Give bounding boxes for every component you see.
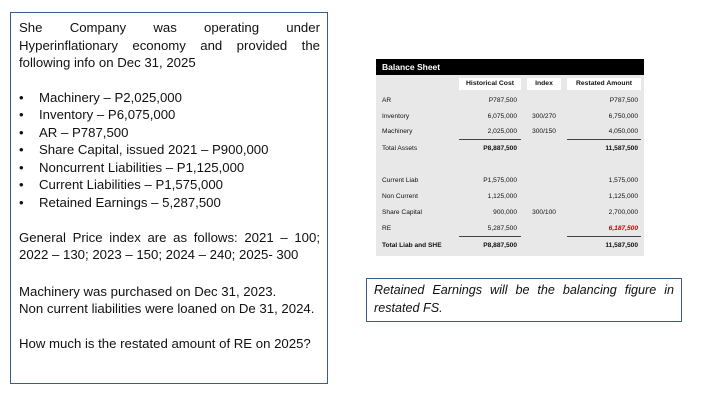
list-item: • Current Liabilities – P1,575,000 (19, 176, 320, 194)
list-item: • Inventory – P6,075,000 (19, 106, 320, 124)
historical-re: 5,287,500 (487, 225, 517, 232)
machinery-purchase-text: Machinery was purchased on Dec 31, 2023. (19, 283, 277, 299)
restated-current-liab: 1,575,000 (608, 177, 638, 184)
restated-machinery: 4,050,000 (608, 128, 638, 135)
subtotal-rule (567, 236, 641, 237)
subtotal-rule (459, 139, 521, 140)
restated-ar: P787,500 (609, 97, 638, 104)
header-index: Index (527, 78, 561, 90)
row-label-re: RE (382, 225, 392, 232)
historical-current-liab: P1,575,000 (483, 177, 517, 184)
row-label-inventory: Inventory (382, 113, 410, 120)
balance-sheet-table (376, 59, 644, 256)
restated-re-highlight: 6,187,500 (608, 225, 638, 232)
noncurrent-loan-text: Non current liabilities were loaned on De 31, 2024. (19, 301, 315, 317)
given-list (19, 89, 320, 212)
problem-intro: She Company was operating under Hyperinflationary economy and provided the following info on Dec 31, 2025 (19, 20, 320, 70)
historical-total-liab-she: P8,887,500 (483, 242, 517, 249)
list-item: • AR – P787,500 (19, 124, 320, 142)
historical-non-current: 1,125,000 (487, 193, 517, 200)
index-share-capital: 300/100 (532, 209, 556, 216)
list-item: • Share Capital, issued 2021 – P900,000 (19, 141, 320, 159)
historical-share-capital: 900,000 (493, 209, 517, 216)
restated-inventory: 6,750,000 (608, 113, 638, 120)
row-label-current-liab: Current Liab (382, 177, 419, 184)
row-label-machinery: Machinery (382, 128, 413, 135)
list-item: • Noncurrent Liabilities – P1,125,000 (19, 159, 320, 177)
row-label-ar: AR (382, 97, 392, 104)
header-restated-amount: Restated Amount (567, 78, 641, 90)
row-label-non-current: Non Current (382, 193, 418, 200)
row-label-total-assets: Total Assets (382, 145, 418, 152)
historical-machinery: 2,025,000 (487, 128, 517, 135)
list-item: • Retained Earnings – 5,287,500 (19, 194, 320, 212)
restated-total-liab-she: 11,587,500 (605, 242, 638, 249)
subtotal-rule (459, 236, 521, 237)
restated-share-capital: 2,700,000 (608, 209, 638, 216)
balance-sheet-title: Balance Sheet (376, 59, 644, 75)
index-machinery: 300/150 (532, 128, 556, 135)
problem-box (10, 12, 328, 384)
header-historical-cost: Historical Cost (459, 78, 521, 90)
balancing-note: Retained Earnings will be the balancing figure in restated FS. (366, 278, 682, 322)
index-inventory: 300/270 (532, 113, 556, 120)
restated-total-assets: 11,587,500 (605, 145, 638, 152)
subtotal-rule (567, 139, 641, 140)
row-label-total-liab-she: Total Liab and SHE (382, 242, 442, 249)
row-label-share-capital: Share Capital (382, 209, 422, 216)
price-index-text: General Price index are as follows: 2021 – 100; 2022 – 130; 2023 – 150; 2024 – 240; 2025- 300 (19, 229, 320, 263)
restated-non-current: 1,125,000 (608, 193, 638, 200)
historical-inventory: 6,075,000 (487, 113, 517, 120)
list-item: • Machinery – P2,025,000 (19, 89, 320, 107)
historical-total-assets: P8,887,500 (483, 145, 517, 152)
historical-ar: P787,500 (488, 97, 517, 104)
question-text: How much is the restated amount of RE on 2025? (19, 335, 311, 351)
